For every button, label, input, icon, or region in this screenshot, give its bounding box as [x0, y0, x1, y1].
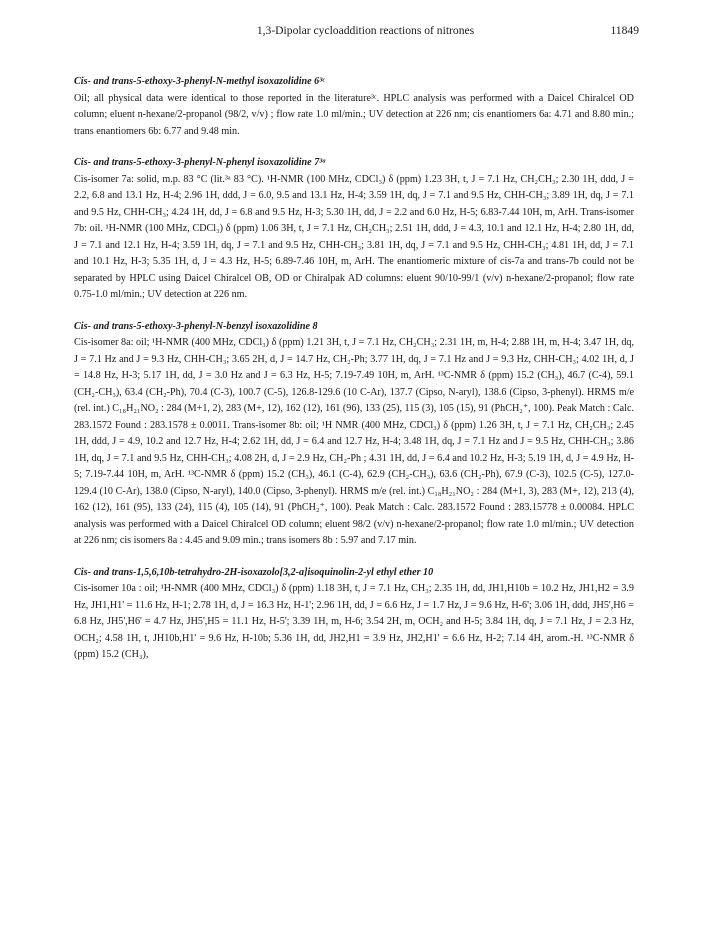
compound-description: Cis-isomer 10a : oil; ¹H-NMR (400 MHz, CDCl₃) δ (ppm) 1.18 3H, t, J = 7.1 Hz, CH₃; 2.35 1H, dd, JH1,H10b = 10.2 Hz, JH1,H2 = 3.9 Hz, JH1,H1' = 11.6 Hz, H-1; 2.78 1H, d, J = 16.3 Hz, H-1'; 2.96 1H, dd, J = 6.6 Hz, J = 1.7 Hz, J = 9.6 Hz, H-6'; 3.06 1H, ddd, JH5',H6 = 6.8 Hz, JH5',H6' = 4.7 Hz, JH5',H5 = 11.1 Hz, H-5'; 3.39 1H, m, H-6; 3.54 2H, m, OCH₂ and H-5; 3.84 1H, dq, J = 7.1 Hz, J = 2.3 Hz, OCH₂; 4.58 1H, t, JH10b,H1' = 9.6 Hz, H-10b; 5.36 1H, dd, JH2,H1 = 3.9 Hz, JH2,H1' = 6.6 Hz, H-2; 7.14 4H, arom.-H. ¹³C-NMR δ (ppm) 15.2 (CH₃),	[74, 583, 634, 660]
compound-description: Oil; all physical data were identical to those reported in the literature³ᶜ. HPLC analysis was performed with a Daicel Chiralcel OD column; eluent n-hexane/2-propanol (98/2, v/v) ; flow rate 1.0 ml/min.; UV detection at 226 nm; cis enantiomers 6a: 4.71 and 8.80 min.; trans enantiomers 6b: 6.77 and 9.48 min.	[74, 92, 634, 137]
compound-entry-10	[74, 565, 634, 664]
compound-entry-6	[74, 74, 634, 140]
experimental-text	[74, 74, 634, 679]
compound-entry-7	[74, 155, 634, 304]
compound-entry-8	[74, 319, 634, 550]
compound-heading: Cis- and trans-5-ethoxy-3-phenyl-N-phenyl isoxazolidine 7³ᵃ	[74, 157, 326, 168]
compound-heading: Cis- and trans-1,5,6,10b-tetrahydro-2H-isoxazolo[3,2-a]isoquinolin-2-yl ethyl ether 10	[74, 566, 434, 578]
page-number: 11849	[610, 24, 639, 37]
compound-description: Cis-isomer 7a: solid, m.p. 83 °C (lit.³ᵃ 83 °C). ¹H-NMR (100 MHz, CDCl₃) δ (ppm) 1.23 3H, t, J = 7.1 Hz, CH₂CH₃; 2.30 1H, ddd, J = 2.2, 6.8 and 13.1 Hz, H-4; 2.96 1H, ddd, J = 6.0, 9.5 and 13.1 Hz, H-4; 3.59 1H, dq, J = 7.1 and 9.5 Hz, CHH-CH₃; 3.89 1H, dq, J = 7.1 and 9.5 Hz, CHH-CH₃; 4.24 1H, dd, J = 6.8 and 9.5 Hz, H-3; 5.30 1H, dd, J = 2.2 and 6.0 Hz, H-5; 6.83-7.44 10H, m, ArH. Trans-isomer 7b: oil. ¹H-NMR (100 MHz, CDCl₃) δ (ppm) 1.06 3H, t, J = 7.1 Hz, CH₂CH₃; 2.51 1H, ddd, J = 4.3, 10.1 and 12.1 Hz, H-4; 2.80 1H, dd, J = 7.1 and 12.1 Hz, H-4; 3.59 1H, dq, J = 7.1 and 9.5 Hz, CHH-CH₃; 3.81 1H, dq, J = 7.1 and 9.5 Hz, CHH-CH₃; 4.81 1H, dd, J = 7.1 and 10.1 Hz, H-3; 5.35 1H, d, J = 4.3 Hz, H-5; 6.89-7.46 10H, m, ArH. The enantiomeric mixture of cis-7a and trans-7b could not be separated by HPLC using Daicel Chiralcel OB, OD or Chiralpak AD columns: eluent 90/10-99/1 (v/v) n-hexane/2-propanol; flow rate 0.75-1.0 ml/min.; UV detection at 226 nm.	[74, 173, 634, 300]
compound-heading: Cis- and trans-5-ethoxy-3-phenyl-N-benzyl isoxazolidine 8	[74, 320, 318, 332]
compound-description: Cis-isomer 8a: oil; ¹H-NMR (400 MHz, CDCl₃) δ (ppm) 1.21 3H, t, J = 7.1 Hz, CH₂CH₃; 2.31 1H, m, H-4; 2.88 1H, m, H-4; 3.47 1H, dq, J = 7.1 Hz and J = 9.3 Hz, CHH-CH₃; 3.65 2H, d, J = 14.7 Hz, CH₂-Ph; 3.77 1H, dq, J = 7.1 Hz and J = 9.3 Hz, CHH-CH₃; 4.02 1H, d, J = 14.8 Hz, H-3; 5.17 1H, dd, J = 3.0 Hz and J = 6.3 Hz, H-5; 7.19-7.49 10H, m, ArH. ¹³C-NMR δ (ppm) 15.2 (CH₃), 46.7 (C-4), 59.1 (CH₂-CH₃), 63.4 (CH₂-Ph), 70.4 (C-3), 100.7 (C-5), 126.8-129.6 (10 C-Ar), 137.7 (Cipso, N-aryl), 138.6 (Cipso, 3-phenyl). HRMS m/e (rel. int.) C₁₈H₂₁NO₂ : 284 (M+1, 2), 283 (M+, 12), 162 (12), 161 (96), 133 (25), 115 (3), 105 (15), 91 (PhCH₂⁺, 100). Peak Match : Calc. 283.1572 Found : 283.1578 ± 0.0011. Trans-isomer 8b: oil; ¹H NMR (400 MHz, CDCl₃) δ (ppm) 1.26 3H, t, J = 7.1 Hz, CH₂CH₃; 2.45 1H, ddd, J = 4.9, 10.2 and 12.7 Hz, H-4; 2.62 1H, dd, J = 6.4 and 12.7 Hz, H-4; 3.48 1H, dq, J = 7.1 Hz and J = 9.5 Hz, CHH-CH₃; 3.86 1H, dq, J = 7.1 and 9.5 Hz, CHH-CH₃; 4.08 2H, d, J = 2.9 Hz, CH₂-Ph ; 4.31 1H, dd, J = 6.4 and 10.2 Hz, H-3; 5.19 1H, d, J = 4.9 Hz, H-5; 7.19-7.44 10H, m, ArH. ¹³C-NMR δ (ppm) 15.2 (CH₃), 46.1 (C-4), 62.9 (CH₂-CH₃), 63.6 (CH₂-Ph), 67.9 (C-3), 102.5 (C-5), 127.0-129.4 (10 C-Ar), 138.0 (Cipso, N-aryl), 140.0 (Cipso, 3-phenyl). HRMS m/e (rel. int.) C₁₈H₂₁NO₂ : 284 (M+1, 3), 283 (M+, 12), 213 (4), 162 (12), 161 (95), 133 (24), 115 (4), 105 (14), 91 (PhCH₂⁺, 100). Peak Match : Calc. 283.1572 Found : 283.15778 ± 0.00084. HPLC analysis was performed with a Daicel Chiralcel OD column; eluent 98/2 (v/v) n-hexane/2-propanol; flow rate 1.0 ml/min.; UV detection at 226 nm; cis isomers 8a : 4.45 and 9.09 min.; trans isomers 8b : 5.97 and 7.17 min.	[74, 337, 634, 546]
running-title: 1,3-Dipolar cycloaddition reactions of nitrones	[256, 24, 475, 37]
compound-heading: Cis- and trans-5-ethoxy-3-phenyl-N-methyl isoxazolidine 6³ᶜ	[74, 76, 325, 87]
